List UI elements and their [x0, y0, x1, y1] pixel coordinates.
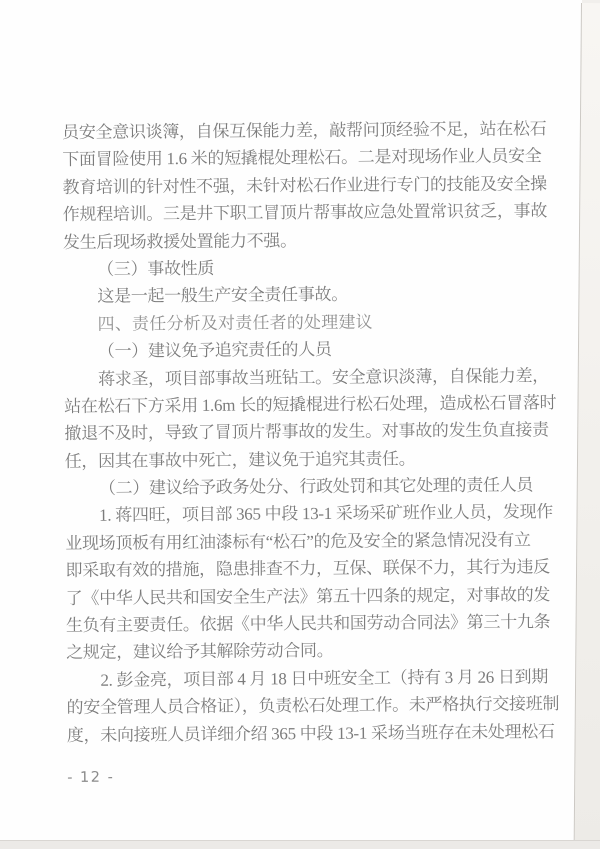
text-line: 作规程培训。三是井下职工冒顶片帮事故应急处置常识贫乏，事故: [62, 201, 548, 225]
text-line: 1. 蒋四旺，项目部 365 中段 13-1 采场采矿班作业人员，发现作: [99, 502, 554, 526]
text-line: 2. 彭金亮，项目部 4 月 18 日中班安全工（持有 3 月 26 日到期: [100, 667, 549, 690]
text-line: 这是一起一般生产安全责任事故。: [97, 285, 348, 307]
text-lines: [62, 115, 559, 749]
text-line: 站在松石下方采用 1.6m 长的短撬棍进行松石处理，造成松石冒落时: [64, 393, 557, 416]
text-line: 员安全意识谈簿，自保互保能力差，敲帮问顶经验不足，站在松石: [62, 119, 547, 142]
text-line: 撤退不及时，导致了冒顶片帮事故的发生。对事故的发生负直接责: [64, 420, 549, 444]
text-line: 生负有主要责任。依据《中华人民共和国劳动合同法》第三十九条: [65, 612, 551, 636]
text-line: （三）事故性质: [97, 258, 215, 279]
text-line: 了《中华人民共和国安全生产法》第五十四条的规定，对事故的发: [65, 584, 551, 608]
text-line: 蒋求圣，项目部事故当班钻工。安全意识淡薄，自保能力差，: [97, 365, 550, 389]
text-line: 业现场顶板有用红油漆标有“松石”的危及安全的紧急情况没有立: [65, 530, 531, 553]
text-line: 教育培训的针对性不强，未针对松石作业进行专门的技能及安全操: [62, 173, 547, 197]
text-line: 任，因其在事故中死亡，建议免于追究其责任。: [64, 448, 416, 471]
document-text: [62, 115, 559, 786]
text-line: 之规定，建议给予其解除劳动合同。: [66, 641, 334, 663]
text-line: 下面冒险使用 1.6 米的短撬棍处理松石。二是对现场作业人员安全: [62, 146, 542, 170]
text-line: 发生后现场救援处置能力不强。: [62, 230, 297, 252]
text-line: （一）建议免予追究责任的人员: [97, 340, 332, 361]
page-number: - 12 -: [67, 769, 115, 786]
text-line: （二）建议给予政务处分、行政处罚和其它处理的责任人员: [98, 475, 534, 498]
text-line: 四、责任分析及对责任者的处理建议: [97, 312, 373, 334]
text-line: 度，未向接班人员详细介绍 365 中段 13-1 采场当班存在未处理松石: [66, 721, 555, 745]
text-line: 即采取有效的措施，隐患排查不力，互保、联保不力，其行为违反: [65, 557, 550, 581]
text-line: 的安全管理人员合格证），负责松石处理工作。未严格执行交接班制: [66, 694, 560, 718]
